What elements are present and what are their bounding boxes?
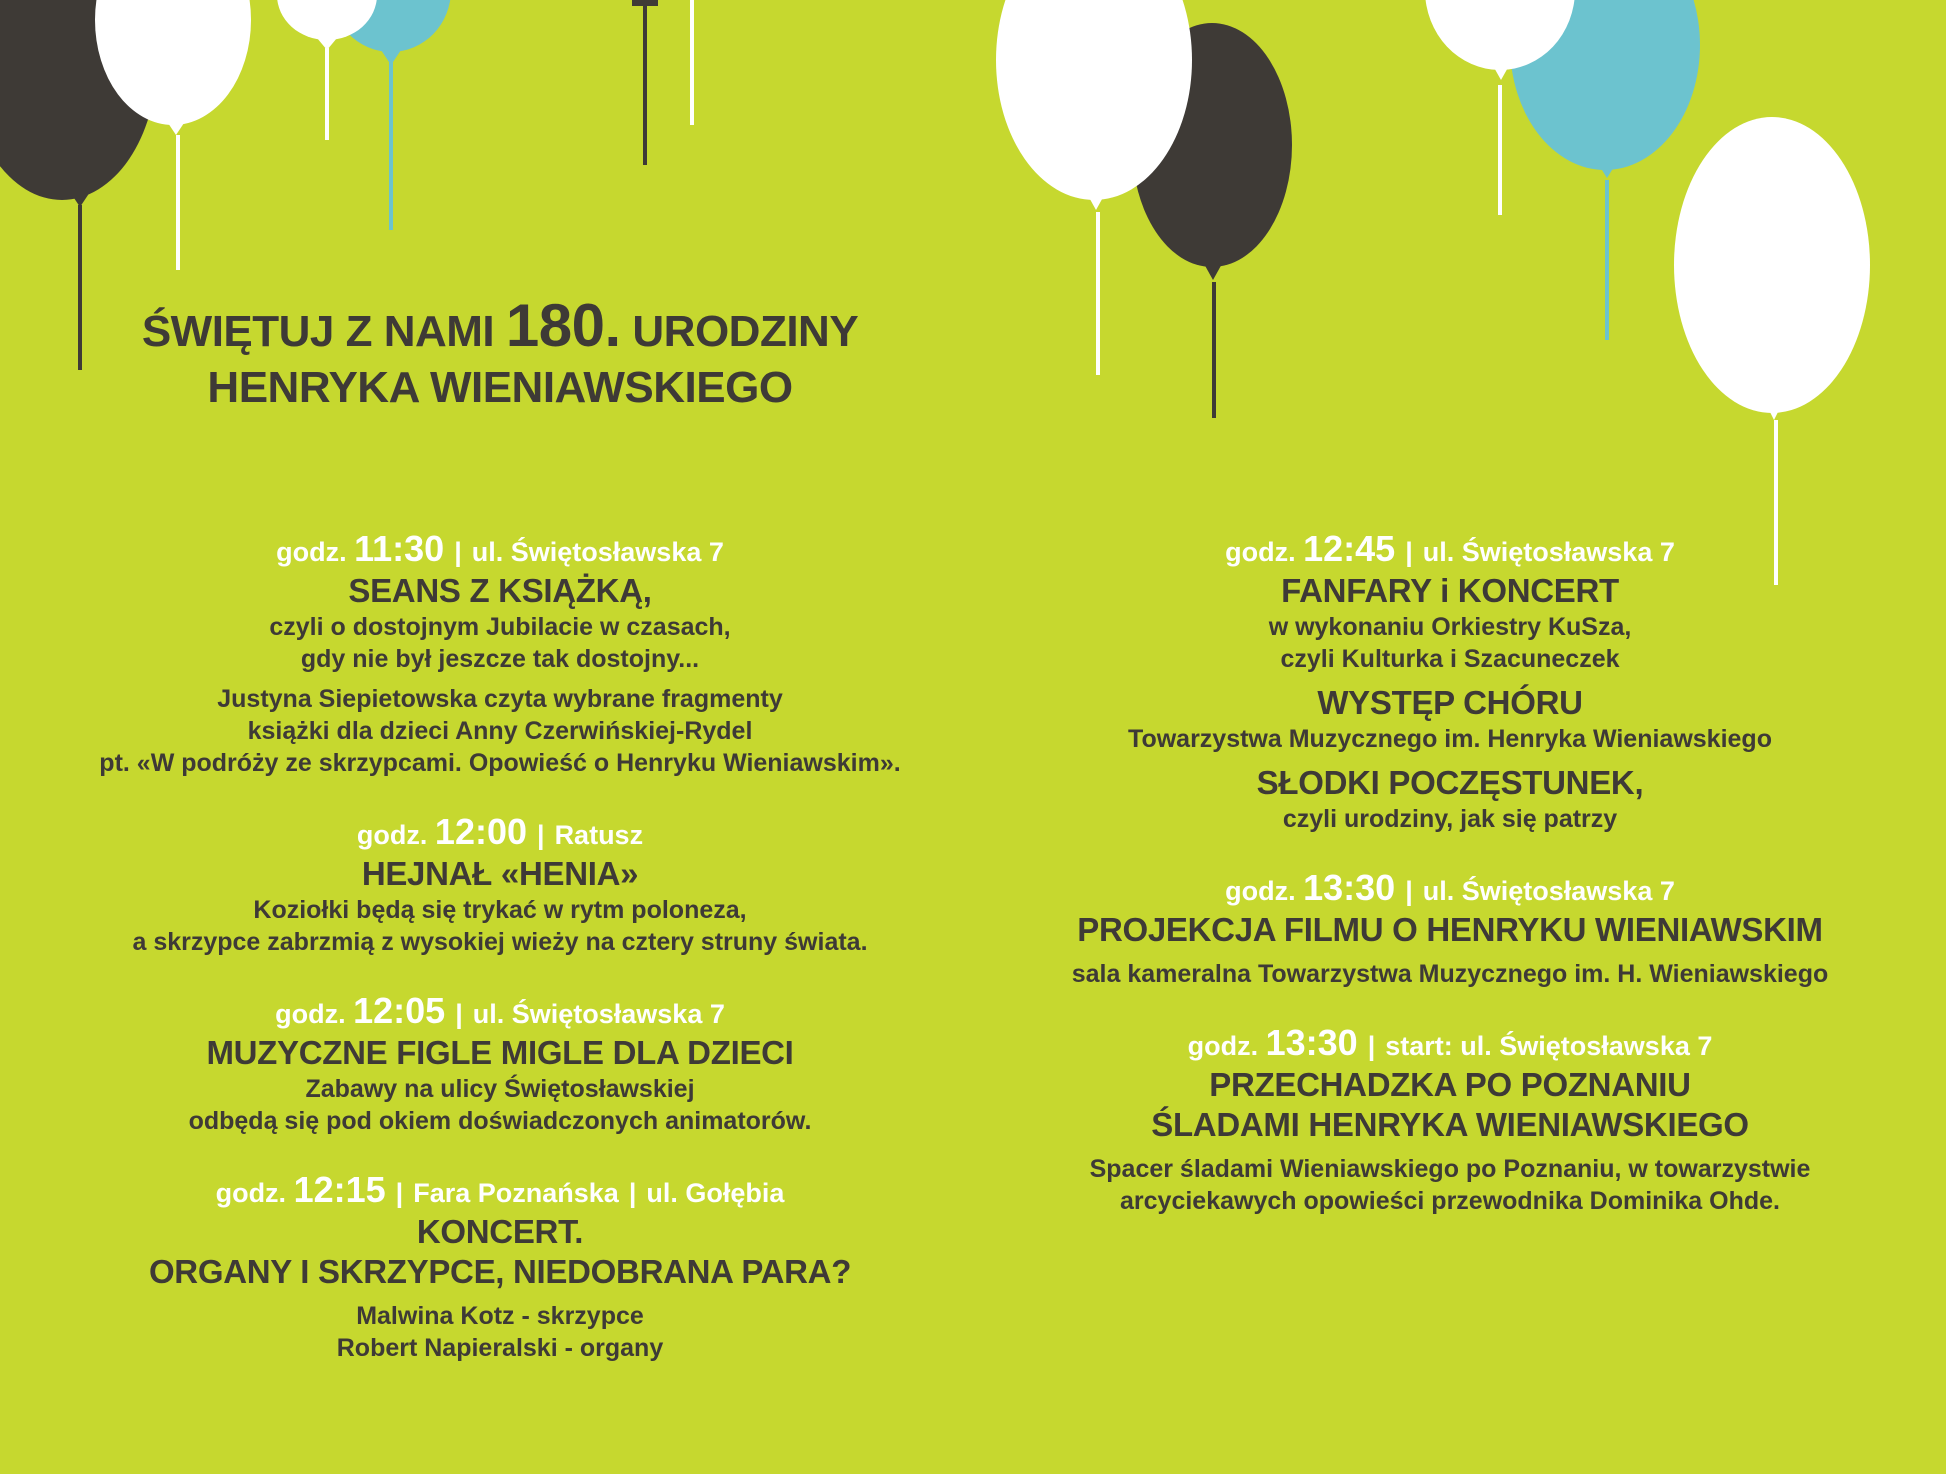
schedule-right xyxy=(1010,530,1890,1217)
event-1: godz. 11:30 | ul. Świętosławska 7 SEANS Z KSIĄŻKĄ, czyli o dostojnym Jubilacie w czasach, gdy nie był jeszcze tak dostojny... Justyna Siepietowska czyta wybrane fragmenty książki dla dzieci Anny Czerwińskiej-Rydel pt. «W podróży ze skrzypcami. Opowieść o Henryku Wieniawskim». xyxy=(40,530,960,779)
event-title: PRZECHADZKA PO POZNANIU xyxy=(1209,1066,1691,1103)
event-title: WYSTĘP CHÓRU xyxy=(1317,684,1583,721)
event-3: godz. 12:05 | ul. Świętosławska 7 MUZYCZNE FIGLE MIGLE DLA DZIECI Zabawy na ulicy Świętosławskiej odbędą się pod okiem doświadczonych animatorów. xyxy=(40,992,960,1137)
event-title: FANFARY i KONCERT xyxy=(1281,572,1619,609)
event-6: godz. 13:30 | ul. Świętosławska 7 PROJEKCJA FILMU O HENRYKU WIENIAWSKIM sala kameralna Towarzystwa Muzycznego im. H. Wieniawskiego xyxy=(1010,869,1890,990)
event-time: godz. 12:45 | ul. Świętosławska 7 xyxy=(1225,528,1675,569)
title-line-1: ŚWIĘTUJ Z NAMI 180. URODZINY xyxy=(141,292,859,359)
event-time: godz. 13:30 | start: ul. Świętosławska 7 xyxy=(1187,1022,1713,1063)
event-title: SŁODKI POCZĘSTUNEK, xyxy=(1256,764,1644,801)
event-title: MUZYCZNE FIGLE MIGLE DLA DZIECI xyxy=(206,1034,794,1071)
event-time: godz. 13:30 | ul. Świętosławska 7 xyxy=(1225,867,1675,908)
balloon-white-small xyxy=(277,0,377,140)
balloon-white-right-3 xyxy=(1674,117,1870,585)
schedule-left xyxy=(40,530,960,1364)
page-title xyxy=(80,292,920,416)
event-title: KONCERT. xyxy=(416,1213,584,1250)
balloon-string-left xyxy=(632,0,692,165)
event-time: godz. 12:15 | Fara Poznańska | ul. Gołębia xyxy=(215,1169,785,1210)
event-title: SEANS Z KSIĄŻKĄ, xyxy=(348,572,652,609)
event-title: ŚLADAMI HENRYKA WIENIAWSKIEGO xyxy=(1151,1106,1749,1143)
event-time: godz. 12:00 | Ratusz xyxy=(356,811,644,852)
event-7: godz. 13:30 | start: ul. Świętosławska 7 PRZECHADZKA PO POZNANIU ŚLADAMI HENRYKA WIENIAWSKIEGO Spacer śladami Wieniawskiego po Poznaniu, w towarzystwie arcyciekawych opowieści przewodnika Dominika Ohde. xyxy=(1010,1024,1890,1217)
event-5: godz. 12:45 | ul. Świętosławska 7 FANFARY i KONCERT w wykonaniu Orkiestry KuSza, czyli Kulturka i Szacuneczek WYSTĘP CHÓRU Towarzystwa Muzycznego im. Henryka Wieniawskiego SŁODKI POCZĘSTUNEK, czyli urodziny, jak się patrzy xyxy=(1010,530,1890,835)
anniversary-number: 180. xyxy=(505,292,621,359)
event-title: HEJNAŁ «HENIA» xyxy=(361,855,639,892)
event-title: PROJEKCJA FILMU O HENRYKU WIENIAWSKIM xyxy=(1077,911,1823,948)
event-time: godz. 12:05 | ul. Świętosławska 7 xyxy=(275,990,725,1031)
event-time: godz. 11:30 | ul. Świętosławska 7 xyxy=(276,528,724,569)
event-2: godz. 12:00 | Ratusz HEJNAŁ «HENIA» Koziołki będą się trykać w rytm poloneza, a skrzypce zabrzmią z wysokiej wieży na cztery struny świata. xyxy=(40,813,960,958)
event-title: ORGANY I SKRZYPCE, NIEDOBRANA PARA? xyxy=(148,1253,852,1290)
title-line-2: HENRYKA WIENIAWSKIEGO xyxy=(207,363,793,412)
event-4: godz. 12:15 | Fara Poznańska | ul. Gołębia KONCERT. ORGANY I SKRZYPCE, NIEDOBRANA PARA? Malwina Kotz - skrzypce Robert Napieralski - organy xyxy=(40,1171,960,1364)
